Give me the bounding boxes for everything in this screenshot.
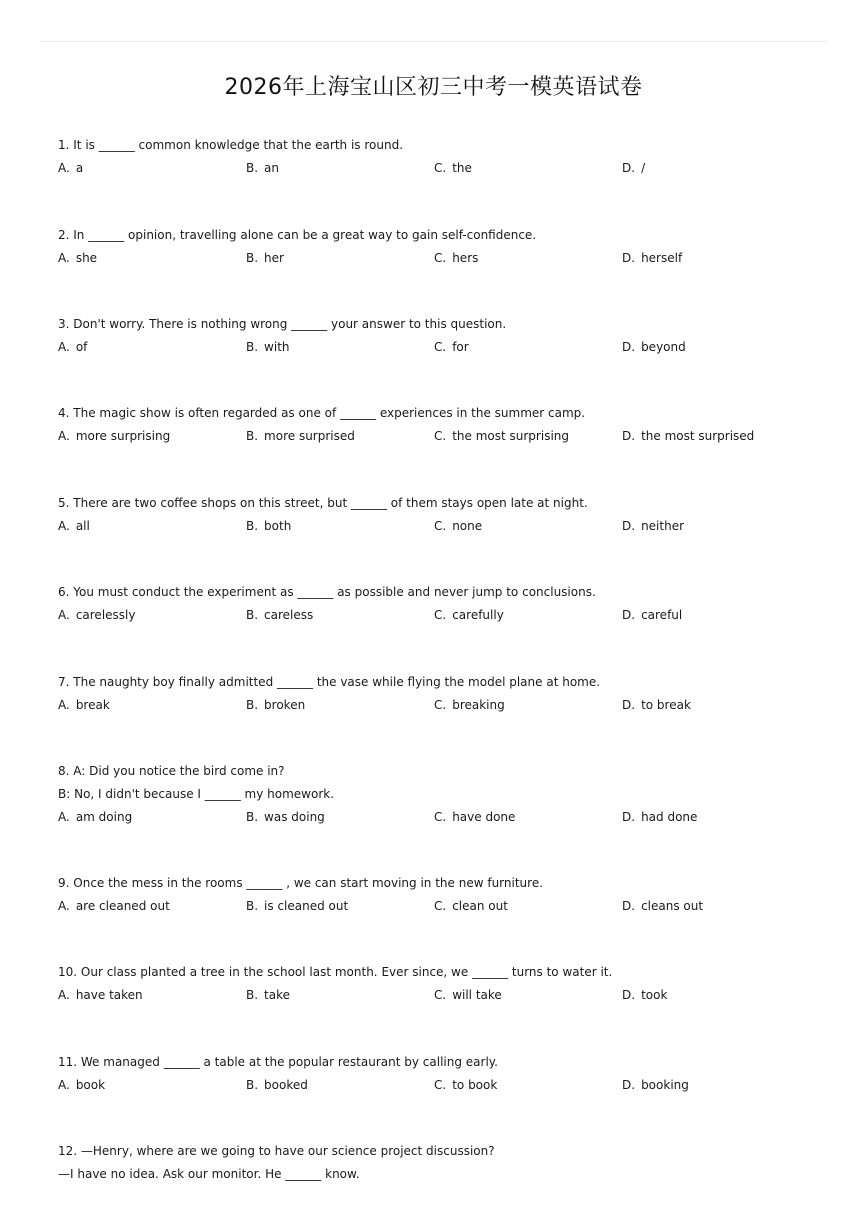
option-letter: D. [622, 161, 636, 175]
option-text: she [75, 251, 98, 265]
option-letter: C. [434, 161, 447, 175]
question-stem: 3. Don't worry. There is nothing wrong ______ your answer to this question. [58, 317, 507, 331]
question-item [58, 581, 838, 627]
option-text: the [452, 161, 472, 175]
option-text: to book [452, 1078, 498, 1092]
option-text: clean out [452, 899, 508, 913]
option-text: breaking [452, 698, 505, 712]
answer-option[interactable] [434, 425, 569, 448]
answer-option[interactable] [434, 895, 508, 918]
question-item [58, 313, 838, 359]
question-item [58, 961, 838, 1007]
question-item [58, 872, 838, 918]
option-text: more surprised [264, 429, 355, 443]
answer-option[interactable] [58, 984, 143, 1007]
question-item [58, 402, 838, 448]
option-letter: A. [58, 899, 70, 913]
option-letter: A. [58, 519, 70, 533]
answer-option[interactable] [246, 1074, 308, 1097]
option-letter: C. [434, 429, 447, 443]
answer-option[interactable] [434, 157, 472, 180]
option-letter: C. [434, 810, 447, 824]
option-text: none [452, 519, 483, 533]
option-row [58, 515, 838, 538]
option-letter: D. [622, 899, 636, 913]
answer-option[interactable] [622, 604, 682, 627]
option-row [58, 895, 838, 918]
option-text: is cleaned out [264, 899, 349, 913]
option-letter: B. [246, 251, 259, 265]
option-letter: C. [434, 988, 447, 1002]
option-text: for [452, 340, 469, 354]
option-letter: C. [434, 608, 447, 622]
option-text: careful [641, 608, 683, 622]
option-letter: B. [246, 1078, 259, 1092]
option-text: booked [264, 1078, 308, 1092]
option-row [58, 984, 838, 1007]
question-stem: 4. The magic show is often regarded as one of ______ experiences in the summer camp. [58, 406, 586, 420]
option-letter: D. [622, 988, 636, 1002]
option-letter: D. [622, 608, 636, 622]
answer-option[interactable] [622, 806, 697, 829]
option-letter: A. [58, 698, 70, 712]
option-row [58, 694, 838, 717]
option-letter: B. [246, 340, 259, 354]
page-title: 2026年上海宝山区初三中考一模英语试卷 [224, 75, 643, 100]
answer-option[interactable] [58, 806, 132, 829]
option-text: to break [641, 698, 691, 712]
question-item [58, 134, 838, 180]
option-row [58, 806, 838, 829]
option-row [58, 1074, 838, 1097]
option-letter: C. [434, 251, 447, 265]
option-text: carelessly [75, 608, 136, 622]
answer-option[interactable] [246, 604, 313, 627]
option-text: more surprising [75, 429, 171, 443]
question-stem: 5. There are two coffee shops on this street, but ______ of them stays open late at night. [58, 496, 588, 510]
answer-option[interactable] [58, 515, 90, 538]
answer-option[interactable] [434, 515, 482, 538]
answer-option[interactable] [58, 895, 170, 918]
option-letter: A. [58, 988, 70, 1002]
option-letter: C. [434, 340, 447, 354]
question-stem: 12. —Henry, where are we going to have our science project discussion? [58, 1144, 495, 1158]
question-stem: —I have no idea. Ask our monitor. He ______ know. [58, 1167, 360, 1181]
option-text: beyond [641, 340, 686, 354]
option-letter: B. [246, 899, 259, 913]
answer-option[interactable] [434, 1074, 497, 1097]
question-item [58, 1051, 838, 1097]
option-text: herself [641, 251, 683, 265]
option-letter: A. [58, 161, 70, 175]
option-letter: D. [622, 340, 636, 354]
option-letter: A. [58, 810, 70, 824]
answer-option[interactable] [58, 425, 170, 448]
answer-option[interactable] [246, 157, 279, 180]
option-text: carefully [452, 608, 504, 622]
answer-option[interactable] [58, 247, 97, 270]
answer-option[interactable] [58, 604, 135, 627]
option-letter: C. [434, 519, 447, 533]
option-letter: A. [58, 608, 70, 622]
option-text: both [264, 519, 292, 533]
answer-option[interactable] [58, 694, 110, 717]
option-letter: C. [434, 698, 447, 712]
question-stem: 8. A: Did you notice the bird come in? [58, 764, 285, 778]
option-letter: C. [434, 1078, 447, 1092]
answer-option[interactable] [246, 247, 284, 270]
question-stem: 2. In ______ opinion, travelling alone can be a great way to gain self-confidence. [58, 228, 537, 242]
question-item [58, 1140, 838, 1186]
option-letter: A. [58, 251, 70, 265]
answer-option[interactable] [622, 694, 691, 717]
option-text: am doing [75, 810, 133, 824]
option-text: are cleaned out [75, 899, 170, 913]
option-text: her [264, 251, 284, 265]
option-text: a [75, 161, 84, 175]
option-text: have taken [75, 988, 143, 1002]
option-letter: D. [622, 1078, 636, 1092]
option-text: booking [641, 1078, 689, 1092]
answer-option[interactable] [622, 425, 754, 448]
option-letter: B. [246, 698, 259, 712]
answer-option[interactable] [246, 425, 355, 448]
answer-option[interactable] [434, 806, 515, 829]
option-text: took [641, 988, 668, 1002]
option-letter: C. [434, 899, 447, 913]
option-text: with [264, 340, 290, 354]
option-letter: B. [246, 161, 259, 175]
option-letter: D. [622, 810, 636, 824]
option-text: the most surprising [452, 429, 569, 443]
answer-option[interactable] [622, 336, 686, 359]
question-stem: 1. It is ______ common knowledge that the earth is round. [58, 138, 404, 152]
question-stem: 11. We managed ______ a table at the popular restaurant by calling early. [58, 1055, 498, 1069]
option-text: the most surprised [641, 429, 755, 443]
option-text: / [641, 161, 646, 175]
option-row [58, 336, 838, 359]
option-letter: D. [622, 698, 636, 712]
option-letter: D. [622, 519, 636, 533]
answer-option[interactable] [434, 336, 469, 359]
option-row [58, 425, 838, 448]
option-text: was doing [264, 810, 325, 824]
answer-option[interactable] [58, 157, 83, 180]
option-letter: B. [246, 810, 259, 824]
option-row [58, 157, 838, 180]
option-text: careless [264, 608, 314, 622]
option-letter: D. [622, 429, 636, 443]
question-item [58, 224, 838, 270]
option-letter: A. [58, 340, 70, 354]
page-top-rule [40, 41, 827, 42]
answer-option[interactable] [434, 694, 505, 717]
option-text: had done [641, 810, 698, 824]
answer-option[interactable] [622, 157, 645, 180]
answer-option[interactable] [434, 604, 504, 627]
question-item [58, 671, 838, 717]
answer-option[interactable] [246, 515, 291, 538]
option-text: cleans out [641, 899, 704, 913]
question-item [58, 760, 838, 829]
answer-option[interactable] [246, 336, 290, 359]
option-letter: D. [622, 251, 636, 265]
option-text: of [75, 340, 88, 354]
answer-option[interactable] [246, 806, 325, 829]
option-text: have done [452, 810, 516, 824]
answer-option[interactable] [434, 247, 478, 270]
option-text: will take [452, 988, 502, 1002]
answer-option[interactable] [246, 895, 348, 918]
option-text: neither [641, 519, 685, 533]
option-row [58, 604, 838, 627]
question-stem: 7. The naughty boy finally admitted ______ the vase while flying the model plane at home. [58, 675, 601, 689]
answer-option[interactable] [622, 1074, 689, 1097]
answer-option[interactable] [434, 984, 502, 1007]
answer-option[interactable] [622, 984, 667, 1007]
question-stem: 9. Once the mess in the rooms ______ , we can start moving in the new furniture. [58, 876, 544, 890]
option-text: book [75, 1078, 106, 1092]
option-row [58, 247, 838, 270]
option-letter: B. [246, 519, 259, 533]
option-letter: B. [246, 429, 259, 443]
question-stem: 10. Our class planted a tree in the school last month. Ever since, we ______ turns to water it. [58, 965, 613, 979]
option-letter: B. [246, 608, 259, 622]
option-letter: A. [58, 1078, 70, 1092]
answer-option[interactable] [58, 1074, 105, 1097]
option-letter: B. [246, 988, 259, 1002]
answer-option[interactable] [622, 515, 684, 538]
option-text: an [264, 161, 280, 175]
question-item [58, 492, 838, 538]
question-stem: 6. You must conduct the experiment as ______ as possible and never jump to conclusions. [58, 585, 596, 599]
answer-option[interactable] [622, 247, 682, 270]
answer-option[interactable] [246, 694, 305, 717]
option-text: hers [452, 251, 479, 265]
question-stem: B: No, I didn't because I ______ my homework. [58, 787, 335, 801]
answer-option[interactable] [58, 336, 87, 359]
option-text: break [75, 698, 110, 712]
option-text: take [264, 988, 291, 1002]
option-text: all [75, 519, 90, 533]
option-letter: A. [58, 429, 70, 443]
answer-option[interactable] [622, 895, 703, 918]
option-text: broken [264, 698, 306, 712]
answer-option[interactable] [246, 984, 290, 1007]
